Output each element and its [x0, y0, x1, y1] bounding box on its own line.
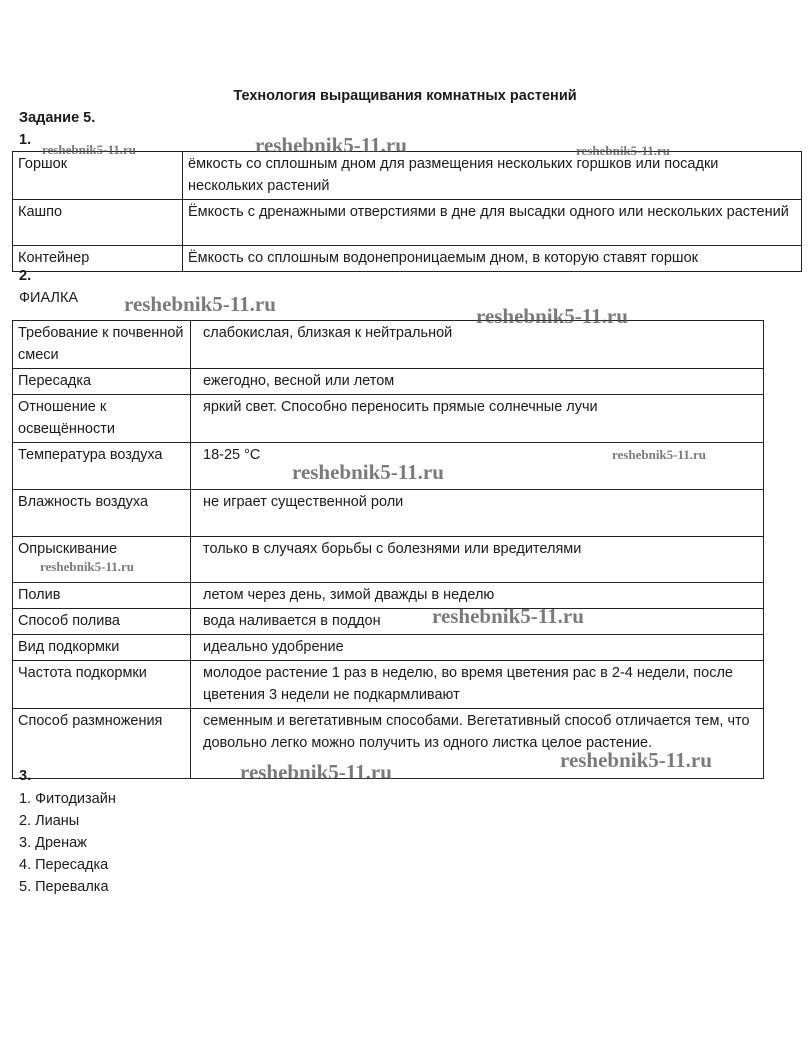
param-cell: Требование к почвенной смеси [13, 321, 191, 369]
list-item: 1. Фитодизайн [19, 791, 116, 807]
param-cell: Вид подкормки [13, 635, 191, 661]
answers-list [19, 788, 116, 898]
section-1-number: 1. [19, 132, 32, 148]
watermark: reshebnik5-11.ru [42, 142, 137, 157]
value-cell: только в случаях борьбы с болезнями или вредителями [191, 537, 764, 583]
value-cell: яркий свет. Способно переносить прямые солнечные лучи [191, 395, 764, 443]
table-row [13, 609, 764, 635]
table-row [13, 369, 764, 395]
watermark: reshebnik5-11.ru [240, 760, 392, 784]
param-cell: Влажность воздуха [13, 490, 191, 537]
watermark: reshebnik5-11.ru [255, 133, 407, 157]
value-cell: семенным и вегетативным способами. Вегетативный способ отличается тем, что довольно легко можно получить из одного листка целое растение. [191, 709, 764, 779]
page-title: Технология выращивания комнатных растений [233, 88, 577, 104]
value-cell: идеально удобрение [191, 635, 764, 661]
watermark: reshebnik5-11.ru [476, 304, 628, 328]
table-row [13, 200, 802, 246]
list-item: 2. Лианы [19, 813, 80, 829]
list-item: 4. Пересадка [19, 857, 109, 873]
watermark: reshebnik5-11.ru [432, 604, 584, 628]
term-cell: Контейнер [13, 246, 183, 272]
value-cell: летом через день, зимой дважды в неделю [191, 583, 764, 609]
param-cell: Полив [13, 583, 191, 609]
definition-cell: Ёмкость с дренажными отверстиями в дне для высадки одного или нескольких растений [183, 200, 802, 246]
watermark: reshebnik5-11.ru [612, 447, 707, 462]
value-cell: вода наливается в поддон [191, 609, 764, 635]
task-label: Задание 5. [19, 110, 96, 126]
list-item: 5. Перевалка [19, 879, 109, 895]
value-cell: 18-25 °С [191, 443, 764, 490]
watermark: reshebnik5-11.ru [560, 748, 712, 772]
definition-cell: Ёмкость со сплошным водонепроницаемым дном, в которую ставят горшок [183, 246, 802, 272]
table-row [13, 709, 764, 779]
param-cell: Способ полива [13, 609, 191, 635]
table-row [13, 583, 764, 609]
value-cell: не играет существенной роли [191, 490, 764, 537]
param-cell: Отношение к освещённости [13, 395, 191, 443]
table-row [13, 537, 764, 583]
violet-care-table [12, 320, 764, 779]
table-row [13, 490, 764, 537]
table-row [13, 152, 802, 200]
plant-name: ФИАЛКА [19, 290, 79, 306]
list-item: 3. Дренаж [19, 835, 87, 851]
table-row [13, 321, 764, 369]
param-cell: Способ размножения [13, 709, 191, 779]
table-row [13, 246, 802, 272]
term-cell: Кашпо [13, 200, 183, 246]
section-2-number: 2. [19, 268, 32, 284]
definition-cell: ёмкость со сплошным дном для размещения нескольких горшков или посадки нескольких растений [183, 152, 802, 200]
term-cell: Горшок [13, 152, 183, 200]
table-row [13, 395, 764, 443]
value-cell: слабокислая, близкая к нейтральной [191, 321, 764, 369]
param-cell: Пересадка [13, 369, 191, 395]
watermark: reshebnik5-11.ru [124, 292, 276, 316]
table-row [13, 635, 764, 661]
watermark: reshebnik5-11.ru [576, 143, 671, 158]
section-3-number: 3. [19, 768, 32, 784]
containers-table [12, 151, 802, 272]
value-cell: молодое растение 1 раз в неделю, во время цветения рас в 2-4 недели, после цветения 3 недели не подкармливают [191, 661, 764, 709]
value-cell: ежегодно, весной или летом [191, 369, 764, 395]
table-row [13, 661, 764, 709]
watermark: reshebnik5-11.ru [40, 559, 135, 574]
param-cell: Частота подкормки [13, 661, 191, 709]
table-row [13, 443, 764, 490]
watermark: reshebnik5-11.ru [292, 460, 444, 484]
param-cell: Температура воздуха [13, 443, 191, 490]
param-cell: Опрыскивание [13, 537, 191, 583]
